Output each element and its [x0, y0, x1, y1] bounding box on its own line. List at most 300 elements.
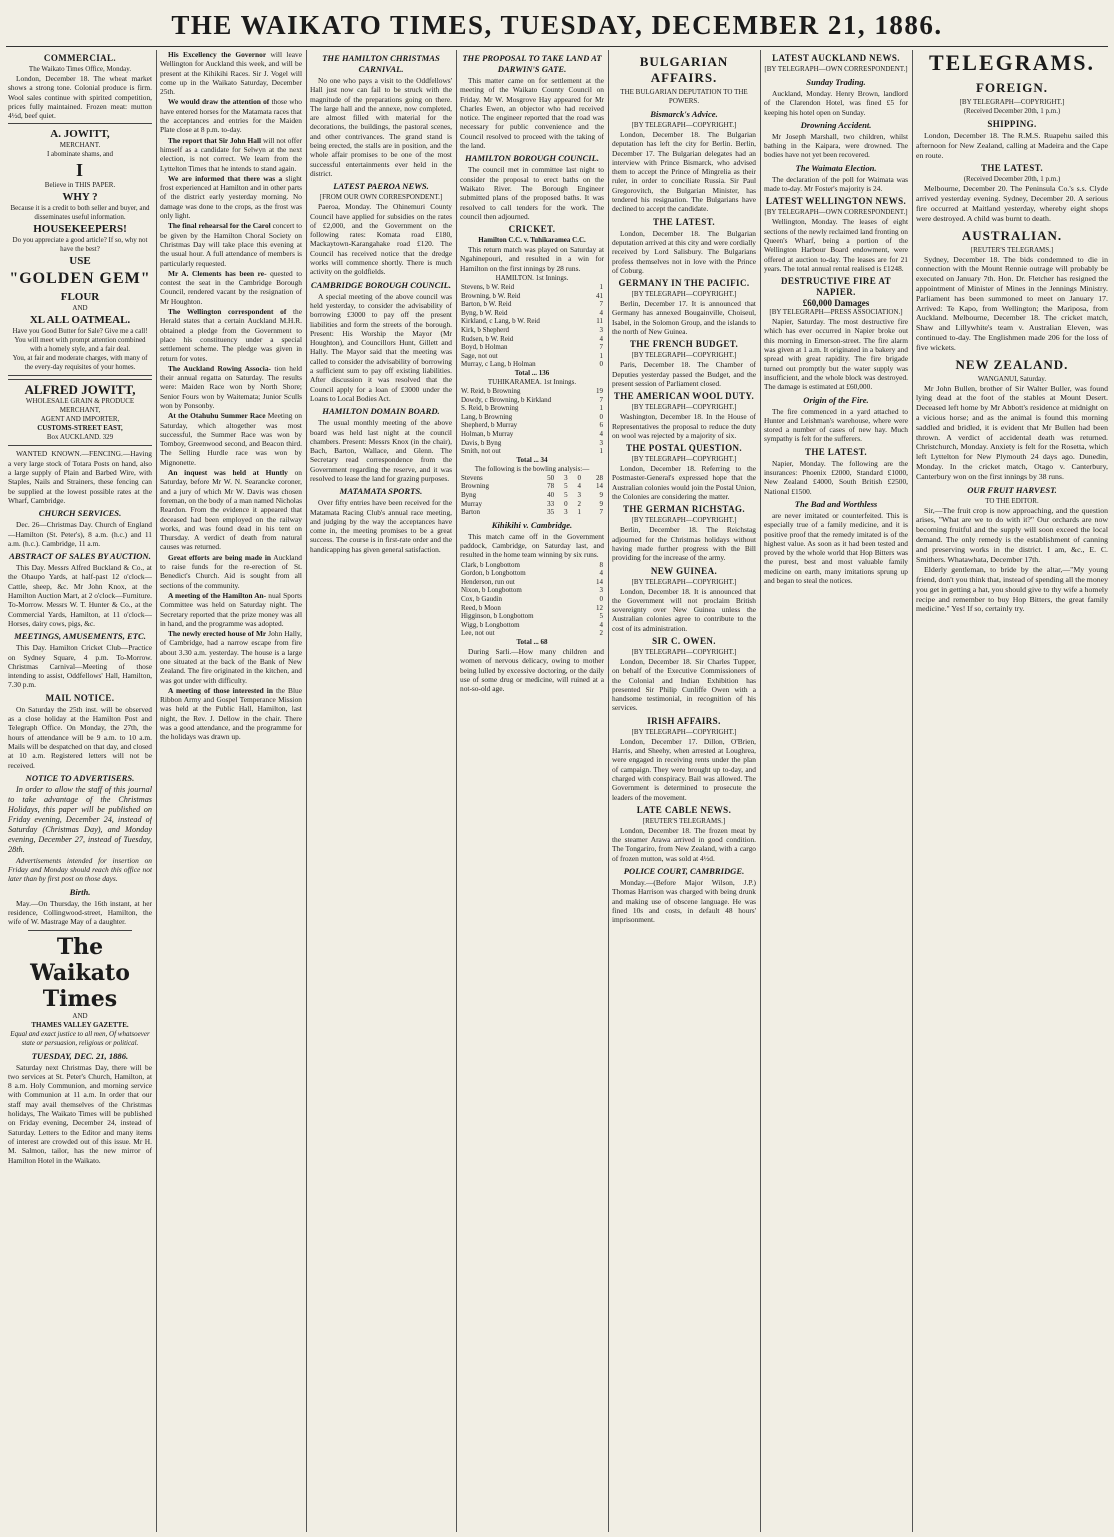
rehearsal-text: concert to be given by the Hamilton Choral Society on Christmas Day will take place this evening at the usual hour. A full attendance of members is particularly requested. [160, 221, 302, 268]
telegraph-note: [BY TELEGRAPH—COPYRIGHT.] [631, 455, 737, 464]
column-5 [612, 50, 756, 1532]
bowling-row [460, 482, 604, 491]
foreign-heading: FOREIGN. [976, 80, 1048, 95]
inquest-lead: An inquest was held at Huntly [168, 468, 288, 478]
bulgarian-text: London, December 18. The Bulgarian deputation has left the city for Berlin. Berlin, December 17. The Bulgarian delegates had an interview with Prince Bismarck, who advised them to accept the Prince of Mingrelia as their ruler, in order to conciliate Russia. Sir Paul Gregorovitch, the Bulgarian Minister, has tendered his resignation. The Bulgarians have declined to accept the candidate. [612, 130, 756, 214]
paeroa-sub: [FROM OUR OWN CORRESPONDENT.] [319, 193, 443, 202]
batsman-name: Lee, not out [461, 629, 495, 638]
report-lead: The report that Sir John Hall [168, 135, 262, 145]
efforts-text: Auckland to raise funds for the re-erection of St. Benedict's Church. Aid is sought from all sections of the community. [160, 552, 302, 590]
french-text: Paris, December 18. The Chamber of Deputies yesterday passed the Budget, and the present session of Parliament closed. [612, 360, 756, 388]
telegraph-note: [BY TELEGRAPH—COPYRIGHT.] [631, 577, 737, 586]
interested-lead: A meeting of those interested in [168, 685, 273, 695]
score-row [460, 612, 604, 621]
batsman-name: W. Reid, b Browning [461, 386, 521, 395]
ad1-fair: You, at fair and moderate charges, with many of the every-day requisites of your homes. [12, 354, 148, 372]
inquest-paragraph [160, 468, 302, 552]
bad-heading: The Bad and Worthless [794, 498, 878, 509]
commercial-text: London, December 18. The wheat market shows a strong tone. Colonial produce is firm. Wool sales continue with spirited competition, prices fully maintained. Frozen meat: mutton 4½d, beef quiet. [8, 74, 152, 121]
batsman-runs: 4 [599, 569, 603, 578]
bowling-cell: 33 [547, 499, 555, 508]
bowling-row [460, 508, 604, 517]
batsman-runs: 14 [596, 577, 603, 586]
church-text: Dec. 26—Christmas Day. Church of England—Hamilton (St. Peter's), 8 a.m. (h.c.) and 11 a.m. (h.c.). Cambridge, 11 a.m. [8, 520, 152, 548]
drowning-heading: Drowning Accident. [800, 119, 872, 130]
paper-motto: Equal and exact justice to all men, Of whatsoever state or persuasion, religious or political. [10, 1029, 150, 1047]
kihikihi-table [460, 561, 604, 638]
corr-text: the Herald states that a certain Auckland M.H.R. obtained a pledge from the Government to place his constituency under a special settlement scheme. The pledge was given in return for votes. [160, 307, 302, 363]
bowling-cell: 7 [599, 508, 603, 517]
batsman-name: Stevens, b W. Reid [461, 283, 515, 292]
score-row [460, 421, 604, 430]
telegrams-heading: TELEGRAMS. [928, 50, 1096, 75]
batsman-name: Kirk, b Shepherd [461, 326, 510, 335]
batsman-runs: 4 [599, 620, 603, 629]
batsman-name: Higginson, b Longbottom [461, 612, 534, 621]
innings1-label: HAMILTON. 1st Innings. [495, 274, 569, 283]
waimata-heading: The Waimata Election. [795, 162, 877, 173]
column-1 [8, 50, 152, 1532]
ad1-golden-gem: "GOLDEN GEM" [9, 270, 151, 288]
batsman-name: Dowdy, c Browning, b Kirkland [461, 395, 552, 404]
batsman-name: Browning, b W. Reid [461, 291, 521, 300]
score-row [460, 430, 604, 439]
column-7 [916, 50, 1108, 1532]
notice-ads: Advertisements intended for insertion on Friday and Monday should reach this office not later than by first post on those days. [8, 855, 152, 884]
jowitt-advert [8, 123, 152, 376]
ad1-question: Do you appreciate a good article? If so, why not have the best? [12, 236, 148, 254]
birth-text: May.—On Thursday, the 16th instant, at her residence, Collingwood-street, Hamilton, the wife of W. Mastrage May of a daughter. [8, 898, 152, 927]
owen-heading: SIR C. OWEN. [652, 635, 716, 646]
batsman-name: Nixon, b Longbottom [461, 586, 522, 595]
batsman-runs: 0 [599, 360, 603, 369]
received-note: (Received December 20th, 1 p.m.) [963, 107, 1061, 115]
newly-lead: The newly erected house of Mr [168, 629, 267, 639]
received-note: (Received December 20th, 1 p.m.) [963, 175, 1061, 184]
batsman-name: Gordon, b Longbottom [461, 569, 526, 578]
cricket-heading: CRICKET. [508, 224, 556, 235]
batsman-runs: 4 [599, 308, 603, 317]
masthead-title: THE WAIKATO TIMES, TUESDAY, DECEMBER 21, 1886. [171, 10, 943, 40]
score-row [460, 439, 604, 448]
notice-text: In order to allow the staff of this journal to take advantage of the Christmas Holidays, this paper will be published on Friday evening, December 24, instead of Saturday (Christmas Day), and Monday evening, December 27, instead of Tuesday, 28th. [8, 784, 152, 854]
batsman-runs: 8 [599, 560, 603, 569]
latest-heading: THE LATEST. [652, 216, 716, 227]
batsman-name: Smith, not out [461, 447, 501, 456]
batsman-runs: 0 [599, 412, 603, 421]
batsman-runs: 3 [599, 326, 603, 335]
bowling-cell: 28 [596, 473, 603, 482]
bad-text: are never imitated or counterfeited. This is especially true of a family medicine, and it is positive proof that the remedy imitated is of the highest value. As soon as it had been tested and proved by the whole world that Hop Bitters was the purest, best and most valuable family medicine on earth, many imitations sprung up and began to steal the notices. [764, 510, 908, 585]
matamata-heading: MATAMATA SPORTS. [339, 486, 423, 497]
score-row [460, 569, 604, 578]
proposal-heading: THE PROPOSAL TO TAKE LAND AT DARWIN'S GATE. [462, 53, 602, 74]
score-row [460, 621, 604, 630]
batsman-name: Davis, b Byng [461, 438, 502, 447]
clements-text: quested to contest the seat in the Cambridge Borough Council, rendered vacant by the resignation of Mr Houghton. [160, 268, 302, 306]
latest-text: London, December 18. The Bulgarian deputation arrived at this city and were cordially received by Lord Salisbury. The Bulgarians profess themselves not in love with the Prince of Coburg. [612, 228, 756, 275]
richstag-text: Berlin, December 18. The Reichstag adjourned for the Christmas holidays without having made further progress with the Bill providing for the increase of the army. [612, 525, 756, 563]
clements-lead: Mr A. Clements has been re- [168, 268, 267, 278]
kihikihi-text: This match came off in the Government paddock, Cambridge, on Saturday last, and resulted in the home team winning by six runs. [460, 531, 604, 560]
napier-latest-heading: THE LATEST. [804, 446, 868, 457]
ad1-big-letter: I [75, 160, 84, 181]
abstract-text: This Day. Messrs Alfred Buckland & Co., at the Ohaupo Yards, at half-past 12 o'clock—Cattle, sheep, &c. Mr John Knox, at the Hamilton Auction Mart, at 2 o'clock—Furniture. To-Morrow. Messrs W. T. Hunter & Co., at the Commercial Yards, Hamilton, at 11 o'clock—Horses, dairy cows, pigs, &c. [8, 563, 152, 628]
ad2-role: WHOLESALE GRAIN & PRODUCE MERCHANT, [25, 397, 135, 415]
batsman-runs: 5 [599, 612, 603, 621]
column-rule [306, 50, 307, 1532]
attention-lead: We would draw the attention of [168, 97, 270, 107]
ad1-tea: You will meet with prompt attention combined with a homely style, and a fair deal. [14, 336, 146, 354]
bowling-cell: 40 [547, 490, 555, 499]
inquest-text: on Saturday, before Mr W. N. Searancke coroner, and a jury of which Mr W. Davis was chosen foreman, on the body of a man named Nicholas Reardon. From the evidence it appeared that deceased had been employed on the railway works, and was found dead in his tent on Thursday. A verdict of death from natural causes was returned. [160, 468, 302, 552]
bowling-cell: 35 [547, 508, 555, 517]
meeting-paragraph [160, 591, 302, 628]
score-row [460, 292, 604, 301]
bowling-cell: 5 [564, 490, 568, 499]
batsman-name: Reed, b Moon [461, 603, 501, 612]
bowling-cell: Barton [461, 508, 481, 517]
paper-and: AND [72, 1011, 88, 1020]
bowling-cell: 9 [599, 499, 603, 508]
score-row [460, 360, 604, 369]
police-heading: POLICE COURT, CAMBRIDGE. [623, 866, 745, 877]
bowling-cell: 78 [547, 482, 555, 491]
domain-board-heading: HAMILTON DOMAIN BOARD. [322, 406, 440, 417]
score-row [460, 300, 604, 309]
telegraph-note: [BY TELEGRAPH—COPYRIGHT.] [631, 121, 737, 129]
napier-fire-text: Napier, Saturday. The most destructive fire which has ever occurred in Napier broke out this morning in Emerson-street. The fire alarm was given at 1 a.m. It originated in a bakery and spread with great rapidity. The fire brigade turned out promptly but the water supply was insufficient, and the whole block was destroyed. The damage is estimated at £60,000. [764, 317, 908, 392]
nz-sub: WANGANUI, Saturday. [977, 374, 1047, 383]
wanted-notice: WANTED KNOWN.—FENCING.—Having a very large stock of Totara Posts on hand, also a large supply of Plain and Barbed Wire, with Staples, Nails and Strainers, these fencing can be supplied at the lowest possible rates at the Wharf, Cambridge. [8, 449, 152, 505]
rehearsal-paragraph [160, 221, 302, 267]
clements-paragraph [160, 269, 302, 306]
proposal-text: This matter came on for settlement at the meeting of the Waikato County Council on Friday. Mr W. Mosgrove Hay appeared for Mr Charles Ewen, an objector who had received notice. The engineer reported that the road was necessary for public convenience and the Council resolved to proceed with the taking of the land. [460, 76, 604, 151]
ad2-agent: AGENT AND IMPORTER, [40, 415, 120, 424]
matamata-text: Over fifty entries have been received for the Matamata Racing Club's annual race meeting, and judging by the way the acceptances have come in, the meeting promises to be a great success. The course is in first-rate order and the handicapping has given general satisfaction. [310, 498, 452, 554]
attention-text: those who have entered horses for the Matamata races that the acceptances and entries for the Maiden Plate close at 8 p.m. to-day. [160, 97, 302, 135]
batsman-runs: 1 [599, 447, 603, 456]
nz-heading: NEW ZEALAND. [955, 356, 1069, 372]
germany-text: Berlin, December 17. It is announced that Germany has annexed Bougainville, Choiseul, Isabel, in the Solomon Group, and the islands to the north of New Guinea. [612, 299, 756, 337]
score-row [460, 283, 604, 292]
meeting-text: nual Sports Committee was held on Saturday night. The Secretary reported that the prize money was all in hand, and the programme was adopted. [160, 590, 302, 628]
batsman-name: Rudsen, b W. Reid [461, 334, 514, 343]
bowling-label: The following is the bowling analysis:— [474, 464, 590, 473]
ad1-oatmeal: XL ALL OATMEAL. [29, 314, 131, 327]
column-rule [156, 50, 157, 1532]
carnival-heading: THE HAMILTON CHRISTMAS CARNIVAL. [322, 53, 440, 74]
telegraph-note: [BY TELEGRAPH—OWN CORRESPONDENT.] [764, 208, 908, 217]
bowling-cell: Stevens [461, 473, 483, 482]
bowling-row [460, 500, 604, 509]
sunday-heading: Sunday Trading. [806, 77, 866, 87]
interested-paragraph [160, 686, 302, 742]
batsman-runs: 2 [599, 629, 603, 638]
bulgarian-heading: BULGARIAN AFFAIRS. [639, 54, 729, 85]
otahuhu-lead: At the Otahuhu Summer Race [168, 411, 266, 421]
postal-text: London, December 18. Referring to the Postmaster-General's expressed hope that the Australian colonies would join the Postal Union, the Colonies are considering the matter. [612, 464, 756, 502]
reuters-note: [REUTER'S TELEGRAMS.] [970, 245, 1054, 254]
batsman-runs: 6 [599, 421, 603, 430]
ad1-abominate: I abominate shams, and [46, 150, 114, 159]
meeting-lead: A meeting of the Hamilton An- [168, 590, 267, 600]
score-row [460, 595, 604, 604]
score-row [460, 413, 604, 422]
batsman-runs: 7 [599, 300, 603, 309]
harvest-heading: OUR FRUIT HARVEST. [967, 484, 1057, 495]
bowling-row [460, 474, 604, 483]
church-heading: CHURCH SERVICES. [38, 508, 122, 519]
batsman-runs: 3 [599, 586, 603, 595]
telegraph-note: [BY TELEGRAPH—COPYRIGHT.] [631, 290, 737, 299]
owen-text: London, December 18. Sir Charles Tupper, on behalf of the Executive Commissioners of the Colonial and Indian Exhibition has presented Sir Philip Cunliffe Owen with a handsome testimonial, in recognition of his services. [612, 656, 756, 713]
ad1-and: AND [72, 304, 88, 313]
masthead [0, 0, 1114, 46]
cable-heading: LATE CABLE NEWS. [636, 804, 732, 815]
bowling-cell: 9 [599, 490, 603, 499]
bowling-cell: 1 [577, 508, 582, 517]
ad1-why: WHY ? [62, 191, 98, 204]
score-row [460, 629, 604, 638]
telegraph-note: [BY TELEGRAPH—COPYRIGHT.] [631, 403, 737, 412]
hamilton-council-text: The council met in committee last night to consider the proposal to erect baths on the Waikato River. The Borough Engineer submitted plans of the proposed baths. It was resolved to call tenders for the work. The council then adjourned. [460, 165, 604, 221]
batsman-name: Lang, b Browning [461, 412, 513, 421]
ad1-because: Because it is a credit to both seller and buyer, and disseminates useful information. [10, 204, 150, 222]
auckland-news-heading: LATEST AUCKLAND NEWS. [772, 53, 900, 63]
batsman-name: Murray, c Lang, b Holman [461, 360, 536, 369]
harvest-sub: TO THE EDITOR. [985, 496, 1039, 505]
gov-paragraph [160, 50, 302, 96]
column-6 [764, 50, 908, 1532]
wellington-news-text: Wellington, Monday. The leases of eight sections of the newly reclaimed land fronting on Queen's Wharf, being a portion of the Wellington Harbour Board endowment, were offered at auction to-day. The leases are for 21 years. The total annual rental realised is £1248. [764, 217, 908, 273]
ad1-butter: Have you Good Butter for Sale? Give me a call! [12, 327, 148, 336]
score-row [460, 343, 604, 352]
batsman-name: Holman, b Murray [461, 429, 514, 438]
notice-heading: NOTICE TO ADVERTISERS. [25, 772, 135, 783]
nz-text: Mr John Bullen, brother of Sir Walter Buller, was found lying dead at the foot of the stables at Mount Desert. Deceased left home by Mr Abbott's residence at midnight on a vicious horse; and as the animal is found this morning saddled and bridled, it is evident that Mr Bullen had been thrown. A verdict of accidental death was returned. Christchurch, Monday. Anxiety is felt for the Rosetta, which left Lyttelton for New Plymouth 24 days ago. Dunedin, Monday. In the cricket match, Otago v. Canterbury, Canterbury won on the first innings by 38 runs. [916, 383, 1108, 481]
otahuhu-text: Meeting on Saturday, which altogether was most successful, the Summer Race was won by Tomboy, Greenwood second, and Beacon third. The Selling Hurdle race was won by Mignonette. [160, 411, 302, 467]
telegraph-note: [BY TELEGRAPH—COPYRIGHT.] [631, 516, 737, 525]
drowning-text: Mr Joseph Marshall, two children, whilst bathing in the Kaipara, were drowned. The bodies have not yet been recovered. [764, 131, 908, 160]
column-rule [456, 50, 457, 1532]
mail-text: On Saturday the 25th inst. will be observed as a close holiday at the Hamilton Post and Telegraph Office. On Monday, the 27th, the hours of attendance will be 9 a.m. to 10 a.m. Mails will be despatched on that day, and closed at 10 a.m. Registered letters will not be received. [8, 704, 152, 770]
otahuhu-paragraph [160, 411, 302, 467]
batsman-runs: 4 [599, 429, 603, 438]
new-guinea-text: London, December 18. It is announced that the Government will not proclaim British sovereignty over New Guinea unless the Australian colonies agree to contribute to the cost of its administration. [612, 586, 756, 633]
batsman-runs: 1 [599, 404, 603, 413]
harvest-text: Sir,—The fruit crop is now approaching, and the question arises, "What are we to do with it?" Our orchards are now becoming fruitful and the supply will soon exceed the local demand. The only remedy is the establishment of canning and preserving works in the district. I am, &c., E. C. Smithers. Whatawhata, December 17th. [916, 505, 1108, 564]
bowling-cell: 3 [577, 490, 582, 499]
informed-lead: We are informed that there was a [168, 173, 283, 183]
paper-date: TUESDAY, DEC. 21, 1886. [31, 1050, 129, 1061]
meetings-heading: MEETINGS, AMUSEMENTS, ETC. [14, 631, 146, 642]
kihikihi-total: Total ... 68 [516, 637, 548, 646]
gov-lead: His Excellency the Governor [168, 50, 267, 59]
efforts-paragraph [160, 553, 302, 590]
column-rule [760, 50, 761, 1532]
ad1-role: MERCHANT. [59, 141, 101, 150]
batsman-name: Barton, b W. Reid [461, 300, 512, 309]
innings2-label: TUHIKARAMEA. 1st Innings. [487, 377, 577, 386]
batsman-runs: 3 [599, 438, 603, 447]
police-text: Monday.—(Before Major Wilson, J.P.) Thomas Harrison was charged with being drunk and making use of obscene language. He was fined 10s and costs, in default 48 hours' imprisonment. [612, 878, 756, 925]
wellington-news-heading: LATEST WELLINGTON NEWS. [765, 196, 907, 207]
ad2-box: Box AUCKLAND. 329 [46, 433, 114, 442]
waimata-text: The declaration of the poll for Waimata was made to-day. Mr Foster's majority is 24. [764, 174, 908, 194]
score-row [460, 404, 604, 413]
batsman-name: Byng, b W. Reid [461, 308, 508, 317]
french-heading: THE FRENCH BUDGET. [629, 339, 739, 350]
shipping-text: London, December 18. The R.M.S. Ruapehu sailed this afternoon for New Zealand, calling at Madeira and the Cape en route. [916, 131, 1108, 160]
attention-paragraph [160, 97, 302, 134]
batsman-name: Sage, not out [461, 351, 498, 360]
newly-text: John Hally, of Cambridge, had a narrow escape from fire about 3.30 a.m. yesterday. The house is a large one situated at the back of the Bank of New Zealand. The fire originated in the kitchen, and was got under with difficulty. [160, 629, 302, 685]
domain-board-text: The usual monthly meeting of the above board was held last night at the council chambers. Present: Messrs Knox (in the chair), Bach, Barton, Wallace, and Glenn. The Secretary read correspondence from the Government regarding the reserve, and it was resolved to lease the land for grazing purposes. [310, 418, 452, 483]
innings1-table [460, 283, 604, 369]
report-paragraph [160, 136, 302, 173]
batsman-runs: 19 [596, 386, 603, 395]
score-row [460, 586, 604, 595]
napier-latest-text: Napier, Monday. The following are the insurances: Phoenix £2000, Standard £1000, New Zealand £4000, South British £2500, National £1500. [764, 458, 908, 496]
corr-paragraph [160, 307, 302, 363]
bowling-cell: 3 [564, 473, 568, 482]
score-row [460, 396, 604, 405]
ad2-name: ALFRED JOWITT, [24, 382, 136, 398]
batsman-name: Cox, b Gaudin [461, 594, 503, 603]
column-3 [310, 50, 452, 1532]
bowling-table [460, 474, 604, 517]
richstag-heading: THE GERMAN RICHSTAG. [622, 504, 746, 515]
ad1-flour: FLOUR [60, 291, 100, 304]
column-4 [460, 50, 604, 1532]
score-row [460, 561, 604, 570]
bowling-cell: Byng [461, 490, 477, 499]
telegraph-note: [BY TELEGRAPH—OWN CORRESPONDENT.] [764, 65, 908, 73]
carnival-text: No one who pays a visit to the Oddfellows' Hall just now can fail to be struck with the magnitude of the preparations going on there. The large hall and the annexe, now completed, are almost filled with material for the decorations, the buildings, the pastoral scenes, and other contrivances. The grand stand is being erected, the stalls are in position, and the whole affair promises to be one of the most successful entertainments ever held in the district. [310, 76, 452, 178]
score-row [460, 387, 604, 396]
innings2-table [460, 387, 604, 456]
irish-heading: IRISH AFFAIRS. [647, 715, 721, 726]
batsman-runs: 41 [596, 291, 603, 300]
wool-heading: THE AMERICAN WOOL DUTY. [613, 391, 755, 402]
irish-text: London, December 17. Dillon, O'Brien, Harris, and Sheehy, when arrested at Loughrea, were engaged in receiving rents under the plan of campaign. They were brought up to-day, and charged with conspiracy. Bail was allowed. The Government is determined to prosecute the leaders of the movement. [612, 736, 756, 802]
bowling-cell: 2 [577, 499, 582, 508]
local-text: Saturday next Christmas Day, there will be two services at St. Peter's Church, Hamilton, at 8 a.m. Holy Communion, and morning service with Communion at 11 a.m. In order that our staff may avail themselves of the Christmas holidays, The Waikato Times will be published on Friday evening, December 24, instead of Saturday. Letters to the Editor and many items of interest are crowded out of this issue. Mr H. M. Salmon, tailor, has the new mirror of Hamilton Hotel in the Waikato. [8, 1062, 152, 1165]
telegraph-note: [BY TELEGRAPH—COPYRIGHT.] [631, 647, 737, 656]
bowling-row [460, 491, 604, 500]
bowling-cell: 5 [564, 482, 568, 491]
batsman-runs: 7 [599, 395, 603, 404]
cambridge-council-heading: CAMBRIDGE BOROUGH COUNCIL. [310, 279, 452, 290]
napier-fire-sub: £60,000 Damages [802, 298, 870, 309]
latest-text: Melbourne, December 20. The Peninsula Co.'s s.s. Clyde arrived yesterday evening. Sydney, December 20. A serious fire occurred at Maitland yesterday, whereby eight shops were destroyed. A child was burnt to death. [916, 184, 1108, 223]
bowling-cell: 14 [596, 482, 603, 491]
telegraph-note: [BY TELEGRAPH—PRESS ASSOCIATION.] [769, 308, 903, 317]
kihikihi-heading: Kihikihi v. Cambridge. [491, 519, 573, 530]
rowing-lead: The Auckland Rowing Associa- [168, 363, 271, 373]
column-rule [912, 50, 913, 1532]
mail-heading: MAIL NOTICE. [45, 692, 115, 703]
australian-text: Sydney, December 18. The bids condemned to die in connection with the Mount Rennie outrage will probably be executed on January 7th. Hon. Dr. Fletcher has resigned the appointment of Minister of Mines in the Jennings Ministry. Parliament has been summoned to meet on January 17. Arrived: Te Kapo, from Wellington; the Mariposa, from Auckland. Melbourne, December 18. The cricket match, Shaw and Lillywhite's team v. Australian Eleven, was continued to-day. The Englishmen made 206 for the loss of five wickets. [916, 254, 1108, 352]
batsman-runs: 7 [599, 343, 603, 352]
report-text: will not offer himself as a candidate for Selwyn at the next election, is not correct. We learn from the Lyttelton Times that he intends to stand again. [160, 135, 302, 173]
rowing-text: tion held their annual regatta on Saturday. The results were: Maiden Race won by North Shore; Senior Fours won by Waitemata; Junior Sculls won by Ponsonby. [160, 363, 302, 410]
new-guinea-heading: NEW GUINEA. [650, 565, 718, 576]
cambridge-council-text: A special meeting of the above council was held yesterday, to consider the advisability of borrowing £3000 to pay off the present liabilities and form the streets of the borough. Present: His Worship the Mayor (Mr Houghton), and Councillors Hunt, Gillett and Hally. The Mayor said that the meeting was called to consider the advisability of borrowing a sufficient sum to pay off existing liabilities. After discussion it was resolved that the Council apply for a loan of £3000 under the Loans to Local Bodies Act. [310, 291, 452, 403]
alfred-jowitt-advert [8, 379, 152, 446]
paeroa-text: Paeroa, Monday. The Ohinemuri County Council have applied for subsidies on the rates of £2,000, and the Government on the following rates: Komata road £180, Mackaytown-Karangahake road £120. The Council has received notice that the dredge works will commence shortly. There is much activity on the goldfields. [310, 202, 452, 277]
paper-title: The Waikato Times [30, 933, 130, 1012]
batsman-runs: 11 [596, 317, 603, 326]
bowling-cell: Murray [461, 499, 482, 508]
newly-paragraph [160, 629, 302, 685]
bowling-cell: 4 [577, 482, 582, 491]
score-row [460, 352, 604, 361]
batsman-name: Shepherd, b Murray [461, 421, 518, 430]
interested-text: the Blue Ribbon Army and Gospel Temperance Mission was held at the Public Hall, Hamilton, last night, the Rev. J. Dellow in the chair. There was a good attendance, and the programme for the holidays was drawn up. [160, 685, 302, 742]
germany-heading: GERMANY IN THE PACIFIC. [618, 278, 750, 289]
telegraph-note: [BY TELEGRAPH—COPYRIGHT.] [631, 727, 737, 736]
batsman-name: Henderson, run out [461, 577, 515, 586]
origin-heading: Origin of the Fire. [803, 394, 869, 405]
masthead-rule [6, 46, 1108, 47]
informed-text: slight frost experienced at Hamilton and in other parts of the district early yesterday morning. No damage was done to the crops, as the frost was only light. [160, 173, 302, 221]
corr-lead: The Wellington correspondent of [168, 307, 287, 317]
bulgarian-sub: THE BULGARIAN DEPUTATION TO THE POWERS. [620, 88, 748, 105]
batsman-runs: 4 [599, 334, 603, 343]
bowling-cell: 3 [564, 508, 568, 517]
ad2-street: CUSTOMS-STREET EAST, [37, 424, 123, 433]
score-row [460, 578, 604, 587]
bowling-cell: 0 [577, 473, 582, 482]
paeroa-heading: LATEST PAEROA NEWS. [333, 181, 429, 192]
batsman-name: Boyd, b Holman [461, 343, 508, 352]
cricket-subheading: Hamilton C.C. v. Tuhikaramea C.C. [478, 236, 586, 245]
column-rule [608, 50, 609, 1532]
paper-gazette: THAMES VALLEY GAZETTE. [31, 1020, 129, 1029]
bowling-cell: 0 [564, 499, 568, 508]
informed-paragraph [160, 174, 302, 220]
abstract-heading: ABSTRACT OF SALES BY AUCTION. [9, 551, 151, 562]
bowling-cell: Browning [461, 482, 489, 491]
batsman-name: Clark, b Longbottom [461, 560, 520, 569]
origin-text: The fire commenced in a yard attached to Hunter and Leishman's warehouse, where were stored a number of cases of new hay. Much sympathy is felt for the sufferers. [764, 406, 908, 444]
sunday-text: Auckland, Monday. Henry Brown, landlord of the Clarendon Hotel, was fined £5 for keeping his hotel open on Sunday. [764, 89, 908, 117]
latest-heading: THE LATEST. [980, 163, 1044, 174]
batsman-name: Wigg, b Longbottom [461, 620, 520, 629]
divider [28, 930, 132, 931]
australian-heading: AUSTRALIAN. [961, 227, 1063, 243]
batsman-runs: 1 [599, 283, 603, 292]
score-row [460, 447, 604, 456]
hamilton-council-heading: HAMILTON BOROUGH COUNCIL. [464, 153, 600, 164]
meetings-text: This Day. Hamilton Cricket Club—Practice on Sydney Square, 4 p.m. To-Morrow. Christmas Carnival—Meeting of those intending to assist, Oddfellows' Hall, Hamilton, 7.30 p.m. [8, 643, 152, 690]
batsman-name: S. Reid, b Browning [461, 404, 519, 413]
cricket-text: This return match was played on Saturday at Ngahinepouri, and resulted in a win for Hamilton on the first innings by 28 runs. [460, 245, 604, 273]
commercial-subheading: The Waikato Times Office, Monday. [28, 65, 132, 73]
batsman-name: Kirkland, c Lang, b W. Reid [461, 317, 540, 326]
bowling-cell: 50 [547, 473, 555, 482]
ad1-use: USE [69, 255, 91, 268]
telegraph-note: [BY TELEGRAPH—COPYRIGHT.] [631, 351, 737, 360]
innings1-total: Total ... 136 [514, 368, 550, 377]
postal-heading: THE POSTAL QUESTION. [625, 443, 743, 454]
score-row [460, 604, 604, 613]
column-2 [160, 50, 302, 1532]
rowing-paragraph [160, 364, 302, 410]
score-row [460, 326, 604, 335]
